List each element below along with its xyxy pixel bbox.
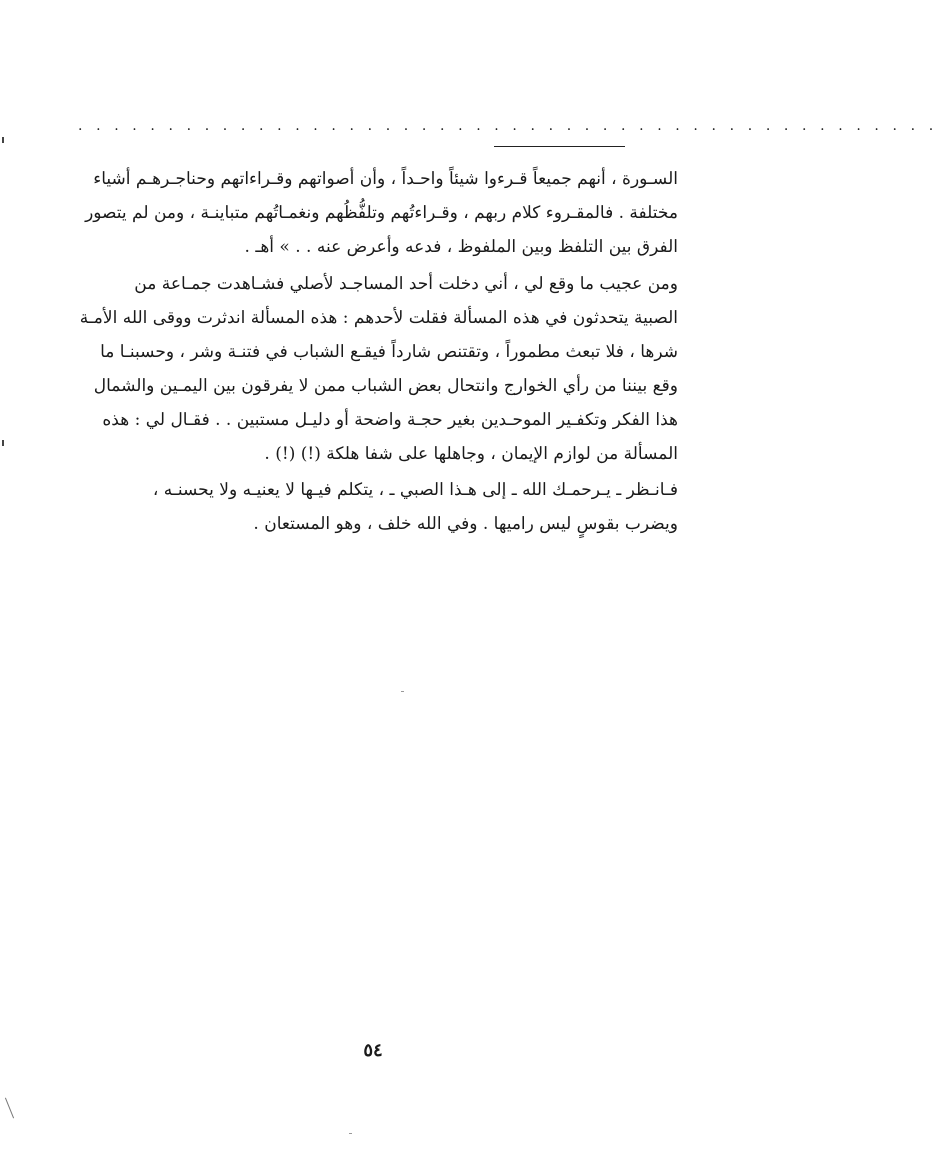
paragraph-2-line-6: المسألة من لوازم الإيمان ، وجاهلها على شفا هلكة (!) (!) . <box>264 444 678 464</box>
footnote-divider <box>494 146 625 147</box>
paragraph-2-line-1: ومن عجيب ما وقع لي ، أني دخلت أحد المساجـد لأصلي فشـاهدت جمـاعة من <box>134 274 678 294</box>
page-number: ٥٤ <box>363 1040 383 1061</box>
paragraph-2-line-3: شرها ، فلا تبعث مطموراً ، وتقتنص شارداً فيقـع الشباب في فتنـة وشر ، وحسبنـا ما <box>100 342 678 362</box>
paragraph-1-line-2: مختلفة . فالمقـروء كلام ربهم ، وقـراءتُهم وتلفُّظُهم ونغمـاتُهم متباينـة ، ومن لم يتصور <box>85 203 678 223</box>
scan-artifact <box>5 1098 14 1119</box>
scan-edge-mark <box>2 137 4 143</box>
paragraph-2-line-4: وقع بيننا من رأي الخوارج وانتحال بعض الشباب ممن لا يفرقون بين اليمـين والشمال <box>93 376 678 396</box>
paragraph-2-line-2: الصبية يتحدثون في هذه المسألة فقلت لأحدهم : هذه المسألة اندثرت ووقى الله الأمـة <box>79 308 678 328</box>
paragraph-1 <box>62 162 678 264</box>
scan-speck <box>349 1133 352 1134</box>
dotted-separator: . . . . . . . . . . . . . . . . . . . . . . . . . . . . . . . . . . . . . . . . . . . . . . . . <box>78 118 938 134</box>
scan-edge-mark <box>2 440 4 446</box>
scan-speck <box>401 691 404 692</box>
paragraph-1-line-3: الفرق بين التلفظ وبين الملفوظ ، فدعه وأعرض عنه . . » أهـ . <box>244 237 678 257</box>
paragraph-3-line-2: ويضرب بقوسٍ ليس راميها . وفي الله خلف ، وهو المستعان . <box>253 514 678 534</box>
paragraph-2-line-5: هذا الفكر وتكفـير الموحـدين بغير حجـة واضحة أو دليـل مستبين . . فقـال لي : هذه <box>102 410 678 430</box>
paragraph-1-line-1: السـورة ، أنهم جميعاً قـرءوا شيئاً واحـداً ، وأن أصواتهم وقـراءاتهم وحناجـرهـم أشياء <box>93 169 678 189</box>
paragraph-3-line-1: فـانـظر ـ يـرحمـك الله ـ إلى هـذا الصبي ـ ، يتكلم فيـها لا يعنيـه ولا يحسنـه ، <box>152 480 678 500</box>
paragraph-3 <box>62 473 678 541</box>
paragraph-2 <box>62 267 678 471</box>
